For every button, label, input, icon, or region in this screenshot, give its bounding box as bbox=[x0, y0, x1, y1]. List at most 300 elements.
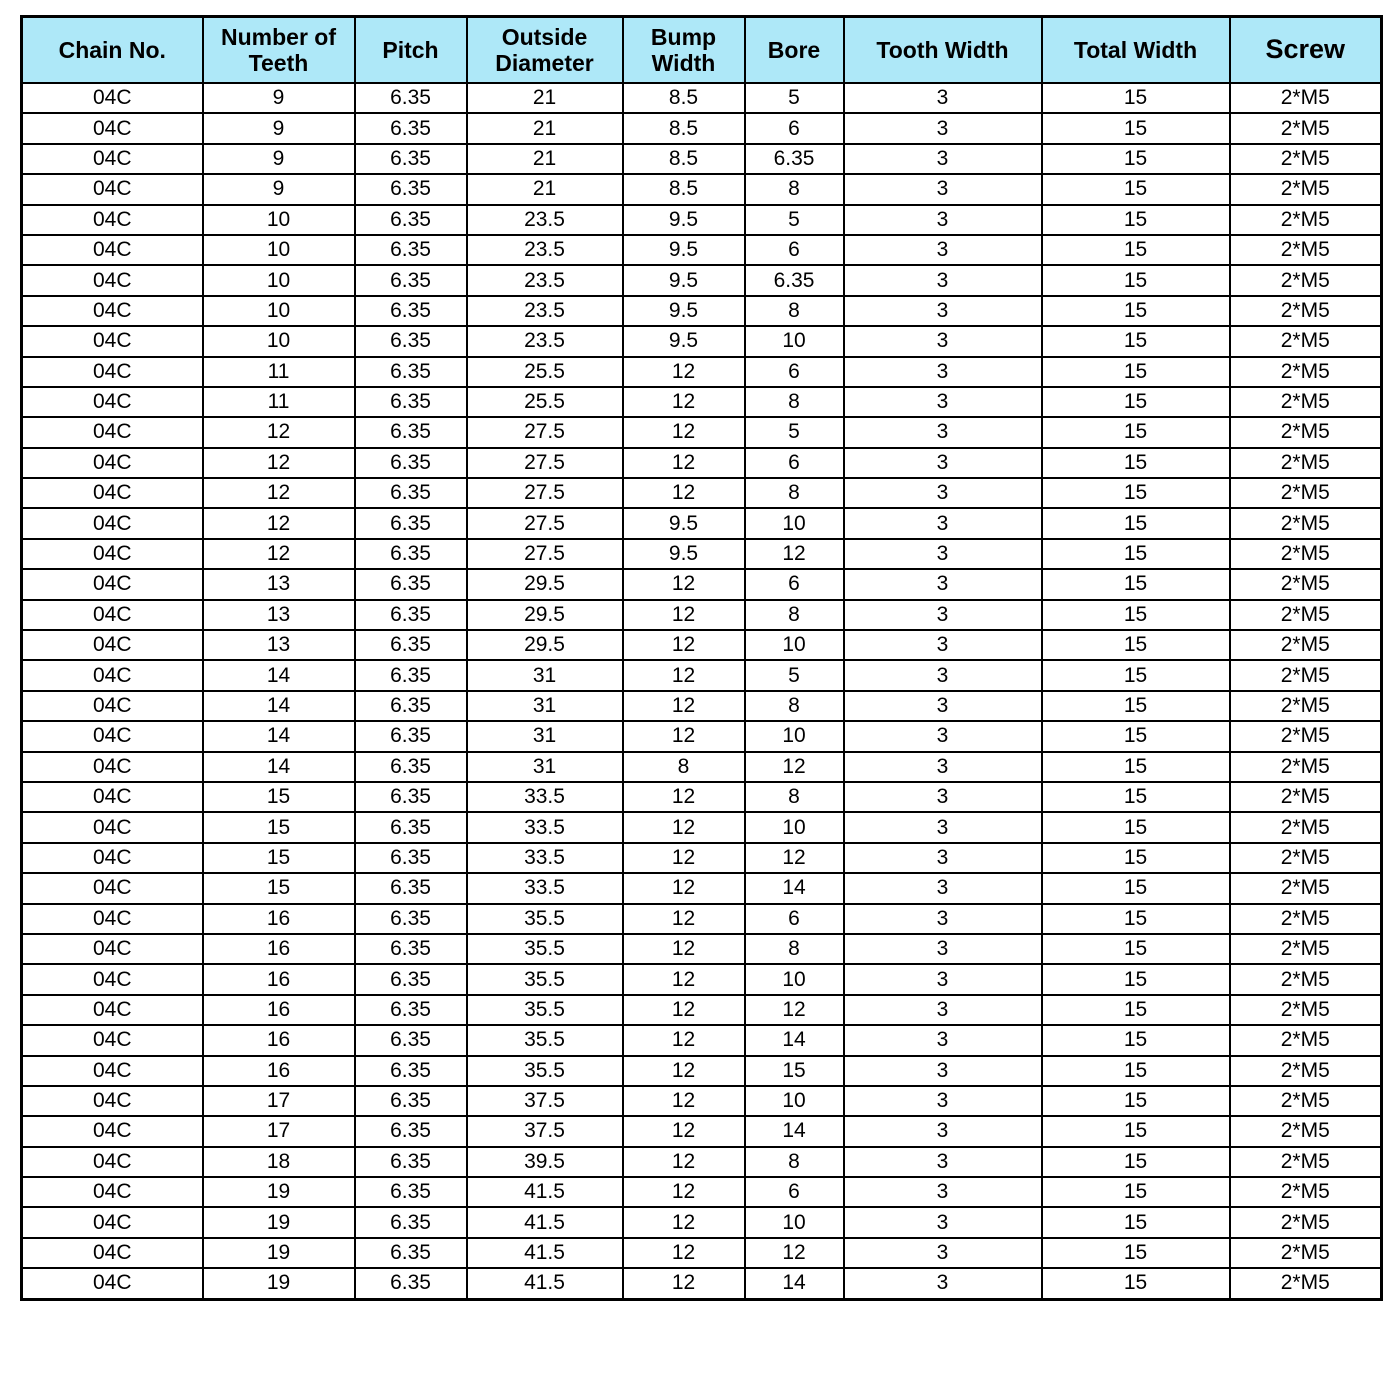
table-cell: 3 bbox=[844, 1025, 1042, 1055]
table-row bbox=[22, 174, 1382, 204]
table-cell: 10 bbox=[203, 235, 355, 265]
table-body bbox=[22, 83, 1382, 1299]
table-cell: 3 bbox=[844, 1177, 1042, 1207]
table-cell: 04C bbox=[22, 174, 203, 204]
table-cell: 04C bbox=[22, 691, 203, 721]
table-cell: 15 bbox=[1042, 1238, 1230, 1268]
table-cell: 10 bbox=[203, 326, 355, 356]
table-cell: 35.5 bbox=[467, 904, 623, 934]
table-row bbox=[22, 1025, 1382, 1055]
table-cell: 12 bbox=[623, 995, 745, 1025]
table-row bbox=[22, 113, 1382, 143]
table-cell: 31 bbox=[467, 752, 623, 782]
table-cell: 37.5 bbox=[467, 1116, 623, 1146]
table-cell: 15 bbox=[1042, 1207, 1230, 1237]
table-cell: 6.35 bbox=[355, 174, 467, 204]
table-row bbox=[22, 904, 1382, 934]
table-cell: 2*M5 bbox=[1230, 508, 1382, 538]
table-cell: 6.35 bbox=[355, 1025, 467, 1055]
table-cell: 15 bbox=[1042, 660, 1230, 690]
table-cell: 27.5 bbox=[467, 417, 623, 447]
table-cell: 04C bbox=[22, 873, 203, 903]
table-cell: 27.5 bbox=[467, 508, 623, 538]
table-cell: 2*M5 bbox=[1230, 904, 1382, 934]
table-cell: 9.5 bbox=[623, 508, 745, 538]
table-cell: 15 bbox=[1042, 1268, 1230, 1299]
table-cell: 41.5 bbox=[467, 1238, 623, 1268]
table-cell: 3 bbox=[844, 1116, 1042, 1146]
table-cell: 6.35 bbox=[745, 144, 844, 174]
table-cell: 15 bbox=[203, 873, 355, 903]
table-cell: 6.35 bbox=[355, 357, 467, 387]
table-cell: 2*M5 bbox=[1230, 417, 1382, 447]
table-cell: 8 bbox=[745, 174, 844, 204]
table-cell: 2*M5 bbox=[1230, 964, 1382, 994]
table-cell: 3 bbox=[844, 174, 1042, 204]
table-cell: 3 bbox=[844, 600, 1042, 630]
table-row bbox=[22, 569, 1382, 599]
table-cell: 23.5 bbox=[467, 205, 623, 235]
table-cell: 3 bbox=[844, 387, 1042, 417]
table-row bbox=[22, 387, 1382, 417]
table-cell: 15 bbox=[203, 782, 355, 812]
table-cell: 04C bbox=[22, 144, 203, 174]
table-cell: 11 bbox=[203, 357, 355, 387]
table-cell: 04C bbox=[22, 448, 203, 478]
table-row bbox=[22, 357, 1382, 387]
table-cell: 2*M5 bbox=[1230, 721, 1382, 751]
table-cell: 3 bbox=[844, 448, 1042, 478]
table-cell: 3 bbox=[844, 357, 1042, 387]
table-cell: 8 bbox=[745, 387, 844, 417]
table-row bbox=[22, 721, 1382, 751]
table-cell: 5 bbox=[745, 205, 844, 235]
table-cell: 2*M5 bbox=[1230, 812, 1382, 842]
header-number-of-teeth: Number of Teeth bbox=[203, 17, 355, 84]
table-row bbox=[22, 1207, 1382, 1237]
table-cell: 3 bbox=[844, 1086, 1042, 1116]
table-cell: 04C bbox=[22, 782, 203, 812]
table-cell: 15 bbox=[1042, 782, 1230, 812]
table-cell: 2*M5 bbox=[1230, 1238, 1382, 1268]
table-cell: 15 bbox=[1042, 1086, 1230, 1116]
table-cell: 6.35 bbox=[355, 1116, 467, 1146]
table-cell: 12 bbox=[623, 1268, 745, 1299]
table-cell: 04C bbox=[22, 600, 203, 630]
table-cell: 3 bbox=[844, 144, 1042, 174]
table-cell: 13 bbox=[203, 630, 355, 660]
table-cell: 9.5 bbox=[623, 296, 745, 326]
table-cell: 2*M5 bbox=[1230, 630, 1382, 660]
table-cell: 04C bbox=[22, 1268, 203, 1299]
table-cell: 04C bbox=[22, 569, 203, 599]
table-cell: 6.35 bbox=[355, 448, 467, 478]
table-cell: 04C bbox=[22, 296, 203, 326]
table-cell: 2*M5 bbox=[1230, 600, 1382, 630]
table-cell: 6.35 bbox=[355, 600, 467, 630]
table-row bbox=[22, 508, 1382, 538]
table-cell: 13 bbox=[203, 569, 355, 599]
table-cell: 6.35 bbox=[355, 387, 467, 417]
table-cell: 2*M5 bbox=[1230, 448, 1382, 478]
table-row bbox=[22, 812, 1382, 842]
table-cell: 35.5 bbox=[467, 995, 623, 1025]
table-cell: 15 bbox=[745, 1056, 844, 1086]
table-cell: 15 bbox=[1042, 1056, 1230, 1086]
table-cell: 10 bbox=[203, 205, 355, 235]
table-cell: 12 bbox=[623, 691, 745, 721]
table-cell: 15 bbox=[1042, 235, 1230, 265]
table-cell: 04C bbox=[22, 508, 203, 538]
table-cell: 3 bbox=[844, 843, 1042, 873]
table-cell: 14 bbox=[745, 873, 844, 903]
table-cell: 2*M5 bbox=[1230, 1025, 1382, 1055]
table-cell: 8.5 bbox=[623, 83, 745, 113]
table-cell: 15 bbox=[1042, 539, 1230, 569]
table-row bbox=[22, 752, 1382, 782]
table-cell: 2*M5 bbox=[1230, 1116, 1382, 1146]
table-cell: 04C bbox=[22, 326, 203, 356]
table-cell: 8 bbox=[745, 1147, 844, 1177]
table-cell: 04C bbox=[22, 904, 203, 934]
table-cell: 9.5 bbox=[623, 265, 745, 295]
table-cell: 2*M5 bbox=[1230, 387, 1382, 417]
table-row bbox=[22, 144, 1382, 174]
table-cell: 15 bbox=[1042, 417, 1230, 447]
table-cell: 6.35 bbox=[355, 660, 467, 690]
table-cell: 6.35 bbox=[355, 752, 467, 782]
table-cell: 16 bbox=[203, 964, 355, 994]
table-cell: 29.5 bbox=[467, 600, 623, 630]
table-cell: 2*M5 bbox=[1230, 1147, 1382, 1177]
table-row bbox=[22, 1086, 1382, 1116]
table-cell: 12 bbox=[203, 478, 355, 508]
table-cell: 6.35 bbox=[355, 296, 467, 326]
table-cell: 15 bbox=[1042, 600, 1230, 630]
table-cell: 35.5 bbox=[467, 1025, 623, 1055]
table-cell: 8 bbox=[745, 691, 844, 721]
table-cell: 23.5 bbox=[467, 296, 623, 326]
table-cell: 2*M5 bbox=[1230, 1207, 1382, 1237]
table-cell: 04C bbox=[22, 1147, 203, 1177]
table-row bbox=[22, 1238, 1382, 1268]
table-cell: 8.5 bbox=[623, 113, 745, 143]
table-cell: 5 bbox=[745, 83, 844, 113]
table-cell: 15 bbox=[1042, 812, 1230, 842]
table-cell: 10 bbox=[745, 326, 844, 356]
table-cell: 2*M5 bbox=[1230, 357, 1382, 387]
table-cell: 12 bbox=[623, 1025, 745, 1055]
table-cell: 15 bbox=[1042, 265, 1230, 295]
table-cell: 6.35 bbox=[355, 417, 467, 447]
table-cell: 8.5 bbox=[623, 174, 745, 204]
table-cell: 6.35 bbox=[355, 721, 467, 751]
table-cell: 12 bbox=[623, 873, 745, 903]
table-cell: 6.35 bbox=[355, 569, 467, 599]
table-cell: 3 bbox=[844, 235, 1042, 265]
table-cell: 15 bbox=[1042, 691, 1230, 721]
table-cell: 15 bbox=[1042, 113, 1230, 143]
table-cell: 12 bbox=[745, 539, 844, 569]
table-cell: 6.35 bbox=[355, 83, 467, 113]
table-cell: 2*M5 bbox=[1230, 113, 1382, 143]
table-cell: 04C bbox=[22, 387, 203, 417]
table-cell: 3 bbox=[844, 1056, 1042, 1086]
table-cell: 6.35 bbox=[355, 873, 467, 903]
table-row bbox=[22, 539, 1382, 569]
table-cell: 10 bbox=[745, 1086, 844, 1116]
table-cell: 6.35 bbox=[355, 1238, 467, 1268]
table-row bbox=[22, 873, 1382, 903]
table-cell: 04C bbox=[22, 265, 203, 295]
table-cell: 2*M5 bbox=[1230, 995, 1382, 1025]
table-cell: 3 bbox=[844, 752, 1042, 782]
table-cell: 12 bbox=[623, 782, 745, 812]
table-cell: 15 bbox=[1042, 448, 1230, 478]
table-cell: 6.35 bbox=[355, 478, 467, 508]
table-cell: 15 bbox=[1042, 630, 1230, 660]
table-cell: 12 bbox=[623, 843, 745, 873]
table-cell: 6.35 bbox=[355, 1056, 467, 1086]
table-cell: 15 bbox=[1042, 1147, 1230, 1177]
table-row bbox=[22, 934, 1382, 964]
table-cell: 2*M5 bbox=[1230, 326, 1382, 356]
table-cell: 6.35 bbox=[355, 205, 467, 235]
table-cell: 21 bbox=[467, 174, 623, 204]
table-cell: 19 bbox=[203, 1207, 355, 1237]
table-cell: 12 bbox=[623, 812, 745, 842]
table-row bbox=[22, 843, 1382, 873]
table-row bbox=[22, 995, 1382, 1025]
table-cell: 6 bbox=[745, 1177, 844, 1207]
table-cell: 29.5 bbox=[467, 569, 623, 599]
table-cell: 2*M5 bbox=[1230, 782, 1382, 812]
table-row bbox=[22, 296, 1382, 326]
table-cell: 15 bbox=[1042, 205, 1230, 235]
table-cell: 3 bbox=[844, 1238, 1042, 1268]
header-bump-width: Bump Width bbox=[623, 17, 745, 84]
table-cell: 12 bbox=[623, 387, 745, 417]
table-cell: 8 bbox=[623, 752, 745, 782]
table-cell: 6.35 bbox=[355, 113, 467, 143]
table-cell: 6 bbox=[745, 235, 844, 265]
table-cell: 19 bbox=[203, 1238, 355, 1268]
table-row bbox=[22, 478, 1382, 508]
table-cell: 2*M5 bbox=[1230, 83, 1382, 113]
table-cell: 3 bbox=[844, 1268, 1042, 1299]
table-cell: 3 bbox=[844, 478, 1042, 508]
table-cell: 15 bbox=[1042, 326, 1230, 356]
header-screw: Screw bbox=[1230, 17, 1382, 84]
table-cell: 15 bbox=[1042, 387, 1230, 417]
table-cell: 04C bbox=[22, 1025, 203, 1055]
table-cell: 3 bbox=[844, 326, 1042, 356]
table-cell: 33.5 bbox=[467, 812, 623, 842]
table-cell: 31 bbox=[467, 660, 623, 690]
table-cell: 3 bbox=[844, 569, 1042, 599]
header-outside-diameter: Outside Diameter bbox=[467, 17, 623, 84]
table-cell: 12 bbox=[203, 508, 355, 538]
table-cell: 2*M5 bbox=[1230, 539, 1382, 569]
table-cell: 3 bbox=[844, 539, 1042, 569]
table-cell: 10 bbox=[745, 630, 844, 660]
table-row bbox=[22, 660, 1382, 690]
table-cell: 8 bbox=[745, 934, 844, 964]
table-cell: 15 bbox=[203, 812, 355, 842]
table-cell: 21 bbox=[467, 83, 623, 113]
table-cell: 27.5 bbox=[467, 448, 623, 478]
table-cell: 16 bbox=[203, 995, 355, 1025]
table-cell: 04C bbox=[22, 235, 203, 265]
table-cell: 10 bbox=[203, 265, 355, 295]
header-chain-no: Chain No. bbox=[22, 17, 203, 84]
table-cell: 17 bbox=[203, 1086, 355, 1116]
table-cell: 9.5 bbox=[623, 235, 745, 265]
table-cell: 16 bbox=[203, 934, 355, 964]
table-cell: 8 bbox=[745, 782, 844, 812]
table-cell: 23.5 bbox=[467, 326, 623, 356]
table-cell: 11 bbox=[203, 387, 355, 417]
table-cell: 15 bbox=[1042, 873, 1230, 903]
table-cell: 9.5 bbox=[623, 205, 745, 235]
header-tooth-width: Tooth Width bbox=[844, 17, 1042, 84]
table-cell: 2*M5 bbox=[1230, 235, 1382, 265]
table-cell: 04C bbox=[22, 660, 203, 690]
table-cell: 8 bbox=[745, 478, 844, 508]
table-cell: 15 bbox=[1042, 1025, 1230, 1055]
table-cell: 6.35 bbox=[355, 630, 467, 660]
table-cell: 3 bbox=[844, 782, 1042, 812]
table-cell: 14 bbox=[203, 691, 355, 721]
table-cell: 3 bbox=[844, 964, 1042, 994]
table-cell: 14 bbox=[203, 721, 355, 751]
table-cell: 21 bbox=[467, 144, 623, 174]
table-cell: 14 bbox=[203, 660, 355, 690]
table-cell: 2*M5 bbox=[1230, 569, 1382, 599]
table-cell: 04C bbox=[22, 357, 203, 387]
table-cell: 39.5 bbox=[467, 1147, 623, 1177]
table-cell: 9 bbox=[203, 83, 355, 113]
table-cell: 12 bbox=[623, 1147, 745, 1177]
table-cell: 04C bbox=[22, 417, 203, 447]
table-cell: 04C bbox=[22, 752, 203, 782]
table-cell: 2*M5 bbox=[1230, 296, 1382, 326]
table-cell: 04C bbox=[22, 812, 203, 842]
table-cell: 14 bbox=[745, 1025, 844, 1055]
table-cell: 6.35 bbox=[355, 1177, 467, 1207]
table-cell: 12 bbox=[623, 600, 745, 630]
header-pitch: Pitch bbox=[355, 17, 467, 84]
table-cell: 18 bbox=[203, 1147, 355, 1177]
table-cell: 12 bbox=[623, 660, 745, 690]
table-cell: 5 bbox=[745, 660, 844, 690]
table-cell: 6.35 bbox=[355, 904, 467, 934]
table-cell: 2*M5 bbox=[1230, 174, 1382, 204]
table-cell: 04C bbox=[22, 205, 203, 235]
table-cell: 9.5 bbox=[623, 539, 745, 569]
table-cell: 6.35 bbox=[355, 235, 467, 265]
table-cell: 3 bbox=[844, 721, 1042, 751]
table-cell: 37.5 bbox=[467, 1086, 623, 1116]
table-cell: 6.35 bbox=[355, 843, 467, 873]
table-cell: 12 bbox=[623, 1086, 745, 1116]
table-cell: 3 bbox=[844, 417, 1042, 447]
table-cell: 16 bbox=[203, 1056, 355, 1086]
table-cell: 6 bbox=[745, 113, 844, 143]
table-row bbox=[22, 630, 1382, 660]
table-cell: 3 bbox=[844, 205, 1042, 235]
table-cell: 21 bbox=[467, 113, 623, 143]
table-cell: 3 bbox=[844, 113, 1042, 143]
table-cell: 6.35 bbox=[355, 995, 467, 1025]
table-cell: 15 bbox=[1042, 174, 1230, 204]
table-cell: 9 bbox=[203, 144, 355, 174]
table-cell: 2*M5 bbox=[1230, 144, 1382, 174]
table-cell: 6.35 bbox=[355, 1147, 467, 1177]
table-row bbox=[22, 1268, 1382, 1299]
table-cell: 12 bbox=[623, 1056, 745, 1086]
table-cell: 12 bbox=[623, 417, 745, 447]
table-cell: 27.5 bbox=[467, 478, 623, 508]
table-cell: 33.5 bbox=[467, 843, 623, 873]
table-cell: 04C bbox=[22, 995, 203, 1025]
table-cell: 9 bbox=[203, 113, 355, 143]
table-cell: 12 bbox=[623, 721, 745, 751]
table-cell: 12 bbox=[203, 417, 355, 447]
table-cell: 10 bbox=[745, 964, 844, 994]
table-cell: 04C bbox=[22, 1207, 203, 1237]
table-cell: 33.5 bbox=[467, 873, 623, 903]
table-cell: 2*M5 bbox=[1230, 691, 1382, 721]
table-cell: 04C bbox=[22, 1177, 203, 1207]
table-cell: 8 bbox=[745, 600, 844, 630]
table-cell: 12 bbox=[203, 539, 355, 569]
table-cell: 6.35 bbox=[355, 812, 467, 842]
table-cell: 2*M5 bbox=[1230, 265, 1382, 295]
table-cell: 2*M5 bbox=[1230, 1268, 1382, 1299]
table-cell: 6 bbox=[745, 448, 844, 478]
table-cell: 3 bbox=[844, 1147, 1042, 1177]
table-cell: 3 bbox=[844, 83, 1042, 113]
table-cell: 04C bbox=[22, 721, 203, 751]
table-cell: 15 bbox=[1042, 964, 1230, 994]
table-row bbox=[22, 600, 1382, 630]
table-cell: 6.35 bbox=[355, 1268, 467, 1299]
table-cell: 2*M5 bbox=[1230, 934, 1382, 964]
table-cell: 2*M5 bbox=[1230, 205, 1382, 235]
table-cell: 15 bbox=[1042, 1116, 1230, 1146]
table-row bbox=[22, 265, 1382, 295]
header-bore: Bore bbox=[745, 17, 844, 84]
table-cell: 15 bbox=[1042, 843, 1230, 873]
table-cell: 3 bbox=[844, 508, 1042, 538]
header-total-width: Total Width bbox=[1042, 17, 1230, 84]
table-cell: 2*M5 bbox=[1230, 478, 1382, 508]
table-cell: 19 bbox=[203, 1268, 355, 1299]
table-cell: 3 bbox=[844, 265, 1042, 295]
table-row bbox=[22, 964, 1382, 994]
table-cell: 12 bbox=[623, 904, 745, 934]
table-cell: 10 bbox=[203, 296, 355, 326]
table-cell: 6 bbox=[745, 569, 844, 599]
table-cell: 04C bbox=[22, 113, 203, 143]
table-cell: 04C bbox=[22, 1238, 203, 1268]
table-header-row bbox=[22, 17, 1382, 84]
table-cell: 14 bbox=[745, 1116, 844, 1146]
table-cell: 12 bbox=[623, 1116, 745, 1146]
table-cell: 6.35 bbox=[355, 1086, 467, 1116]
table-cell: 15 bbox=[1042, 934, 1230, 964]
